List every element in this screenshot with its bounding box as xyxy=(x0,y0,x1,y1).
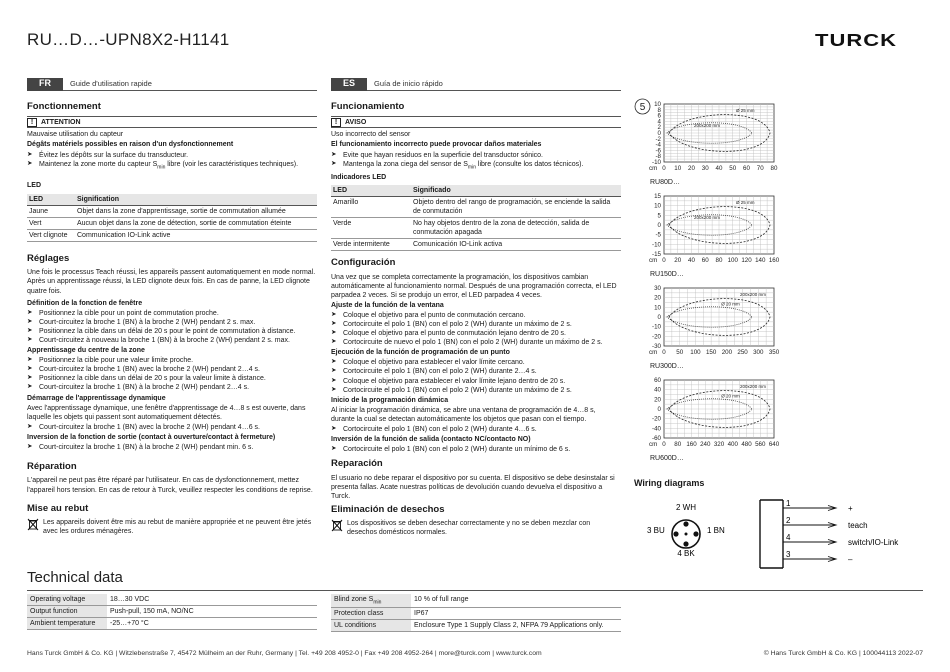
list-item xyxy=(331,367,621,376)
pin-label-1: 1 BN xyxy=(707,526,725,535)
y-tick-label: 6 xyxy=(657,112,661,120)
es-lang-bar xyxy=(331,78,621,91)
arrow-icon: ➤ xyxy=(331,329,337,337)
es-dynamic-title: Inicio de la programación dinámica xyxy=(331,396,449,404)
x-tick-label: 480 xyxy=(741,441,752,448)
x-tick-label: 0 xyxy=(662,441,666,448)
wire-signal-label: teach xyxy=(848,521,868,530)
fr-function-title: Fonctionnement xyxy=(27,101,101,112)
list-item xyxy=(27,365,317,374)
table-row: Blind zone $S_{min}$ 10 % of full range xyxy=(331,594,621,607)
x-tick-label: 320 xyxy=(713,441,725,448)
fr-window-title: Définition de la fonction de fenêtre xyxy=(27,299,143,307)
list-item-text: Cortocircuite de nuevo el polo 1 (BN) con el polo 2 (WH) durante un máximo de 2 s. xyxy=(343,339,603,347)
y-tick-label: 10 xyxy=(654,202,661,210)
es-point-title: Ejecución de la función de programación de un punto xyxy=(331,349,510,357)
x-tick-label: 160 xyxy=(686,441,697,448)
fr-disposal-text: Les appareils doivent être mis au rebut de manière appropriée et ne peuvent être jetés avec les ordures ménagères. xyxy=(43,518,312,536)
es-warning-line2: El funcionamiento incorrecto puede provocar daños materiales xyxy=(331,141,542,149)
y-tick-label: 10 xyxy=(654,101,661,108)
fr-dynamic-text: Avec l'apprentissage dynamique, une fenêtre d'apprentissage de 4…8 s est ouverte, dans laquelle les objets qui passent sont automatiquement détectés. xyxy=(27,404,306,421)
table-row: Vert clignote Communication IO-Link active xyxy=(27,229,317,241)
fr-warning-line1: Mauvaise utilisation du capteur xyxy=(27,131,124,139)
fr-lang-tag: FR xyxy=(27,78,63,91)
es-config-title: Configuración xyxy=(331,257,396,269)
list-item-text: Cortocircuite el polo 1 (BN) con el polo 2 (WH) durante 2…4 s. xyxy=(343,368,537,376)
arrow-icon: ➤ xyxy=(27,422,33,430)
sensor-box xyxy=(760,500,783,568)
x-tick-label: 640 xyxy=(768,441,780,448)
es-warning-line1: Uso incorrecto del sensor xyxy=(331,131,411,139)
y-tick-label: 0 xyxy=(657,222,661,229)
list-item-text: Positionnez la cible pour un point de commutation proche. xyxy=(39,309,219,317)
arrow-icon: ➤ xyxy=(27,159,33,167)
x-tick-label: 50 xyxy=(729,165,737,172)
list-item xyxy=(27,356,317,365)
es-disposal-text: Los dispositivos se deben desechar correctamente y no se deben mezclar con desechos domésticos normales. xyxy=(347,520,591,537)
list-item-text: Court-circuitez la broche 1 (BN) à la broche 2 (WH) pendant 2…4 s. xyxy=(39,384,250,392)
y-tick-label: 0 xyxy=(657,406,661,413)
wiring-diagram xyxy=(640,498,920,570)
fr-lang-name: Guide d'utilisation rapide xyxy=(70,79,152,89)
chart-caption: RU80D… xyxy=(650,179,680,186)
list-item xyxy=(331,377,621,386)
arrow-icon: ➤ xyxy=(331,367,337,375)
detection-chart xyxy=(640,192,780,270)
fr-repair-title: Réparation xyxy=(27,461,77,473)
wiring-title: Wiring diagrams xyxy=(634,478,705,488)
fr-led-table xyxy=(27,194,317,242)
arrow-icon: ➤ xyxy=(331,385,337,393)
es-window-title: Ajuste de la función de la ventana xyxy=(331,301,444,309)
arrow-icon: ➤ xyxy=(331,425,337,433)
list-item xyxy=(331,358,621,367)
list-item xyxy=(331,445,621,454)
x-tick-label: 60 xyxy=(743,165,750,172)
zone-round-label: Ø 25 mm xyxy=(736,108,755,113)
y-tick-label: -5 xyxy=(655,231,661,239)
fr-lang-bar xyxy=(27,78,317,91)
y-tick-label: 30 xyxy=(654,285,661,292)
arrow-icon: ➤ xyxy=(27,308,33,316)
es-warning-label: AVISO xyxy=(345,118,367,126)
es-warning-bullet xyxy=(331,151,621,160)
list-item xyxy=(27,383,317,392)
list-item-text: Cortocircuite el polo 1 (BN) con el polo 2 (WH) durante un mínimo de 6 s. xyxy=(343,446,571,454)
y-tick-label: -10 xyxy=(652,323,661,331)
wire-pin-number: 1 xyxy=(786,499,791,508)
detection-chart xyxy=(640,376,780,454)
x-tick-label: 150 xyxy=(705,349,717,356)
es-repair-text: El usuario no debe reparar el dispositivo por su cuenta. El dispositivo se debe desinstalar si presenta fallas. Acate nuestras políticas de devolución cuando devuelva el dispositivo a Turck. xyxy=(331,474,615,500)
x-tick-label: 80 xyxy=(715,257,723,264)
y-tick-label: -20 xyxy=(652,333,661,341)
fr-invert-list xyxy=(27,443,317,452)
x-tick-label: 100 xyxy=(690,349,701,356)
logo-text: TURCK xyxy=(815,31,897,50)
x-tick-label: 160 xyxy=(768,257,780,264)
pin-label-4: 4 BK xyxy=(677,549,695,558)
fr-warning-bullet-text: Maintenez la zone morte du capteur $S_{min}$ libre (voir les caractéristiques techniques). xyxy=(39,160,299,171)
es-warning-box xyxy=(331,116,621,128)
y-tick-label: -4 xyxy=(655,141,661,149)
document-title: RU…D…-UPN8X2-H1141 xyxy=(27,30,230,49)
es-lang-name: Guía de inicio rápido xyxy=(374,79,443,89)
y-tick-label: 4 xyxy=(657,118,661,126)
fr-dynamic-title: Démarrage de l'apprentissage dynamique xyxy=(27,394,166,402)
arrow-icon: ➤ xyxy=(27,150,33,158)
es-column xyxy=(331,78,621,538)
x-tick-label: 560 xyxy=(755,441,766,448)
es-warning-bullet-text: Mantenga la zona ciega del sensor de $S_{min}$ libre (consulte los datos técnicos). xyxy=(343,160,584,171)
zone-round-label: Ø 20 mm xyxy=(721,393,740,399)
arrow-icon: ➤ xyxy=(331,319,337,327)
x-tick-label: 0 xyxy=(662,349,666,356)
zone-square-label: 200x200 mm xyxy=(694,123,721,129)
y-tick-label: -6 xyxy=(655,147,661,155)
fr-dynamic-list xyxy=(27,423,317,432)
x-tick-label: 40 xyxy=(715,165,723,172)
x-tick-label: 0 xyxy=(662,257,666,264)
wire-signal-label: switch/IO-Link xyxy=(848,538,899,547)
es-disposal-block xyxy=(331,519,621,538)
table-row: Verde No hay objetos dentro de la zona de detección, salida de conmutación apagada xyxy=(331,217,621,238)
y-tick-label: -30 xyxy=(652,343,661,350)
zone-round-label: Ø 25 mm xyxy=(736,200,755,205)
list-item-text: Coloque el objetivo para establecer el valor límite cercano. xyxy=(343,359,525,367)
x-tick-label: 50 xyxy=(676,349,684,356)
connector-face xyxy=(672,520,700,548)
list-item-text: Court-circuitez la broche 1 (BN) à la broche 2 (WH) pendant 2 s. max. xyxy=(39,318,256,326)
list-item xyxy=(331,329,621,338)
es-lang-tag: ES xyxy=(331,78,367,91)
y-tick-label: 5 xyxy=(657,212,661,220)
y-tick-label: 0 xyxy=(657,314,661,321)
arrow-icon: ➤ xyxy=(331,445,337,453)
arrow-icon: ➤ xyxy=(331,338,337,346)
y-tick-label: 8 xyxy=(657,106,661,114)
x-tick-label: 40 xyxy=(688,257,695,264)
list-item xyxy=(27,318,317,327)
es-config-text: Una vez que se completa correctamente la programación, los dispositivos cambian automáticamente al funcionamiento normal. Después de una programación correcta, el LED parpadea 2 veces. Si se produjo un error, el LED parpadea 4 veces. xyxy=(331,273,617,299)
table-header: LED xyxy=(27,194,75,206)
list-item-text: Court-circuitez la broche 1 (BN) avec la broche 2 (WH) pendant 2…4 s. xyxy=(39,366,260,374)
es-warning-bullet xyxy=(331,160,621,171)
table-row: Amarillo Objeto dentro del rango de programación, se enciende la salida de conmutación xyxy=(331,196,621,217)
y-tick-label: 20 xyxy=(654,396,661,404)
techdata-rule xyxy=(27,590,923,591)
x-tick-label: 100 xyxy=(727,257,738,264)
fr-disposal-block xyxy=(27,518,317,537)
es-disposal-title: Eliminación de desechos xyxy=(331,503,445,515)
list-item-text: Coloque el objetivo para el punto de conmutación lejano dentro de 20 s. xyxy=(343,330,566,338)
y-tick-label: 15 xyxy=(654,193,661,200)
list-item xyxy=(27,423,317,432)
pin-label-2: 2 WH xyxy=(676,503,696,512)
x-tick-label: 70 xyxy=(756,165,764,172)
unit-label: cm xyxy=(649,257,658,264)
arrow-icon: ➤ xyxy=(27,356,33,364)
chart-caption: RU150D… xyxy=(650,271,684,278)
list-item-text: Court-circuitez la broche 1 (BN) avec la broche 2 (WH) pendant 4…6 s. xyxy=(39,423,260,431)
y-tick-label: -40 xyxy=(652,425,661,433)
table-row: Protection class IP67 xyxy=(331,607,621,619)
wire-pin-number: 2 xyxy=(786,516,791,525)
table-row: Operating voltage 18…30 VDC xyxy=(27,594,317,606)
x-tick-label: 30 xyxy=(701,165,709,172)
fr-repair-text: L'appareil ne peut pas être réparé par l'utilisateur. En cas de dysfonctionnement, mettez l'appareil hors tension. En cas de retour à Turck, veuillez respecter les conditions de reprise. xyxy=(27,477,313,494)
list-item-text: Cortocircuite el polo 1 (BN) con el polo 2 (WH) durante 4…6 s. xyxy=(343,426,537,434)
es-invert-title: Inversión de la función de salida (contacto NC/contacto NO) xyxy=(331,436,531,444)
zone-square-label: 200x200 mm xyxy=(740,384,767,389)
table-row: Verde intermitente Comunicación IO-Link activa xyxy=(331,239,621,251)
y-tick-label: -20 xyxy=(652,415,661,423)
fr-warning-bullet xyxy=(27,160,317,171)
list-item-text: Positionnez la cible dans un délai de 20 s pour la valeur limite à distance. xyxy=(39,375,266,383)
list-item-text: Coloque el objetivo para establecer el valor límite lejano dentro de 20 s. xyxy=(343,377,566,385)
list-item xyxy=(27,309,317,318)
es-function-title: Funcionamiento xyxy=(331,101,405,112)
list-item-text: Court-circuitez à nouveau la broche 1 (BN) à la broche 2 (WH) pendant 2 s. max. xyxy=(39,336,290,344)
y-tick-label: 40 xyxy=(654,386,661,394)
wire-pin-number: 3 xyxy=(786,550,791,559)
list-item-text: Coloque el objetivo para el punto de conmutación cercano. xyxy=(343,311,526,319)
y-tick-label: 60 xyxy=(654,377,661,384)
x-tick-label: 20 xyxy=(688,165,695,172)
unit-label: cm xyxy=(649,441,658,448)
x-tick-label: 200 xyxy=(721,349,733,356)
fr-led-title: LED xyxy=(27,181,41,189)
y-tick-label: -10 xyxy=(652,159,661,166)
list-item-text: Positionnez la cible dans un délai de 20 s pour le point de commutation à distance. xyxy=(39,327,296,335)
list-item xyxy=(27,336,317,345)
y-tick-label: 20 xyxy=(654,294,661,302)
es-dynamic-text: Al iniciar la programación dinámica, se abre una ventana de programación de 4…8 s, durante la cual se detectan automáticamente los objetos que pasan con el tiempo. xyxy=(331,406,596,423)
arrow-icon: ➤ xyxy=(27,335,33,343)
list-item xyxy=(331,386,621,395)
y-tick-label: -10 xyxy=(652,241,661,249)
footer-copyright: © Hans Turck GmbH & Co. KG | 100044113 2022-07 xyxy=(763,650,923,657)
techdata-right xyxy=(331,594,621,632)
es-window-list xyxy=(331,311,621,347)
x-tick-label: 250 xyxy=(737,349,748,356)
chart-caption: RU300D… xyxy=(650,363,684,370)
list-item xyxy=(331,338,621,347)
zone-round-label: Ø 20 mm xyxy=(721,301,740,307)
table-row: Jaune Objet dans la zone d'apprentissage, sortie de commutation allumée xyxy=(27,205,317,217)
arrow-icon: ➤ xyxy=(27,374,33,382)
y-tick-label: -15 xyxy=(652,251,661,258)
x-tick-label: 400 xyxy=(727,441,738,448)
wire-signal-label: – xyxy=(848,555,853,564)
x-tick-label: 140 xyxy=(755,257,766,264)
list-item xyxy=(331,425,621,434)
es-invert-list xyxy=(331,445,621,454)
table-header: Signification xyxy=(75,194,317,206)
y-tick-label: 0 xyxy=(657,130,661,137)
list-item xyxy=(27,374,317,383)
x-tick-label: 80 xyxy=(674,441,682,448)
x-tick-label: 0 xyxy=(662,165,666,172)
fr-warning-bullet-text: Évitez les dépôts sur la surface du transducteur. xyxy=(39,151,189,159)
es-point-list xyxy=(331,358,621,394)
figure-number: 5 xyxy=(639,102,646,113)
y-tick-label: -60 xyxy=(652,435,661,442)
list-item-text: Cortocircuite el polo 1 (BN) con el polo 2 (WH) durante un máximo de 2 s. xyxy=(343,320,572,328)
fr-center-list xyxy=(27,356,317,392)
es-led-table xyxy=(331,185,621,252)
fr-center-title: Apprentissage du centre de la zone xyxy=(27,347,145,355)
table-header: Significado xyxy=(411,185,621,197)
crossed-bin-icon xyxy=(27,518,39,531)
arrow-icon: ➤ xyxy=(331,310,337,318)
arrow-icon: ➤ xyxy=(27,383,33,391)
fr-column xyxy=(27,78,317,537)
arrow-icon: ➤ xyxy=(27,317,33,325)
x-tick-label: 20 xyxy=(674,257,682,264)
es-warning-bullet-text: Evite que hayan residuos en la superficie del transductor sónico. xyxy=(343,151,544,159)
list-item xyxy=(27,327,317,336)
arrow-icon: ➤ xyxy=(331,159,337,167)
x-tick-label: 300 xyxy=(753,349,764,356)
chart-caption: RU600D… xyxy=(650,455,684,462)
fr-warning-bullet xyxy=(27,151,317,160)
crossed-bin-icon xyxy=(331,519,343,532)
fr-settings-title: Réglages xyxy=(27,252,70,264)
fr-disposal-title: Mise au rebut xyxy=(27,502,89,514)
zone-square-label: 200x200 mm xyxy=(740,292,767,297)
list-item xyxy=(331,311,621,320)
fr-warning-box xyxy=(27,116,317,128)
x-tick-label: 80 xyxy=(770,165,778,172)
techdata-title: Technical data xyxy=(27,569,123,586)
x-tick-label: 350 xyxy=(768,349,780,356)
zone-square-label: 200x200 mm xyxy=(694,215,721,221)
x-tick-label: 120 xyxy=(741,257,752,264)
es-led-title: Indicadores LED xyxy=(331,173,387,181)
fr-invert-title: Inversion de la fonction de sortie (contact à ouverture/contact à fermeture) xyxy=(27,433,276,441)
turck-logo xyxy=(788,28,924,50)
x-tick-label: 60 xyxy=(701,257,709,264)
techdata-left xyxy=(27,594,317,630)
fr-window-list xyxy=(27,309,317,345)
es-repair-title: Reparación xyxy=(331,458,383,470)
arrow-icon: ➤ xyxy=(331,376,337,384)
x-tick-label: 240 xyxy=(700,441,711,448)
arrow-icon: ➤ xyxy=(27,326,33,334)
detection-chart xyxy=(640,100,780,178)
list-item-text: Positionnez la cible pour une valeur limite proche. xyxy=(39,357,194,365)
es-dynamic-list xyxy=(331,425,621,434)
wire-pin-number: 4 xyxy=(786,533,791,542)
list-item-text: Cortocircuite el polo 1 (BN) con el polo 2 (WH) durante un máximo de 2 s. xyxy=(343,386,572,394)
fr-warning-label: ATTENTION xyxy=(41,118,81,126)
y-tick-label: -2 xyxy=(655,135,661,143)
arrow-icon: ➤ xyxy=(27,365,33,373)
x-tick-label: 10 xyxy=(674,165,682,172)
list-item-text: Court-circuitez la broche 1 (BN) à la broche 2 (WH) pendant min. 6 s. xyxy=(39,444,254,452)
list-item xyxy=(331,320,621,329)
footer-address: Hans Turck GmbH & Co. KG | Witzlebenstraße 7, 45472 Mülheim an der Ruhr, Germany | Tel. +49 208 4952-0 | Fax +49 208 4952-264 | more@turck.com | www.turck.com xyxy=(27,650,542,657)
warning-icon: ! xyxy=(27,118,37,127)
y-tick-label: 10 xyxy=(654,304,661,312)
pin-label-3: 3 BU xyxy=(647,526,665,535)
arrow-icon: ➤ xyxy=(331,358,337,366)
fr-settings-text: Une fois le processus Teach réussi, les appareils passent automatiquement en mode normal. Après un apprentissage réussi, la LED clignote deux fois. En cas de panne, la LED clignote quatre fois. xyxy=(27,269,316,295)
table-row: Ambient temperature -25…+70 °C xyxy=(27,618,317,630)
y-tick-label: -8 xyxy=(655,153,661,161)
wire-signal-label: + xyxy=(848,504,853,513)
table-row: Output function Push-pull, 150 mA, NO/NC xyxy=(27,606,317,618)
unit-label: cm xyxy=(649,165,658,172)
table-header: LED xyxy=(331,185,411,197)
arrow-icon: ➤ xyxy=(27,443,33,451)
y-tick-label: 2 xyxy=(657,124,661,132)
table-row: Vert Aucun objet dans la zone de détection, sortie de commutation éteinte xyxy=(27,217,317,229)
list-item xyxy=(27,443,317,452)
arrow-icon: ➤ xyxy=(331,150,337,158)
unit-label: cm xyxy=(649,349,658,356)
detection-chart xyxy=(640,284,780,362)
warning-icon: ! xyxy=(331,118,341,127)
table-row: UL conditions Enclosure Type 1 Supply Class 2, NFPA 79 Applications only. xyxy=(331,619,621,631)
fr-warning-line2: Dégâts matériels possibles en raison d'un dysfonctionnement xyxy=(27,141,234,149)
